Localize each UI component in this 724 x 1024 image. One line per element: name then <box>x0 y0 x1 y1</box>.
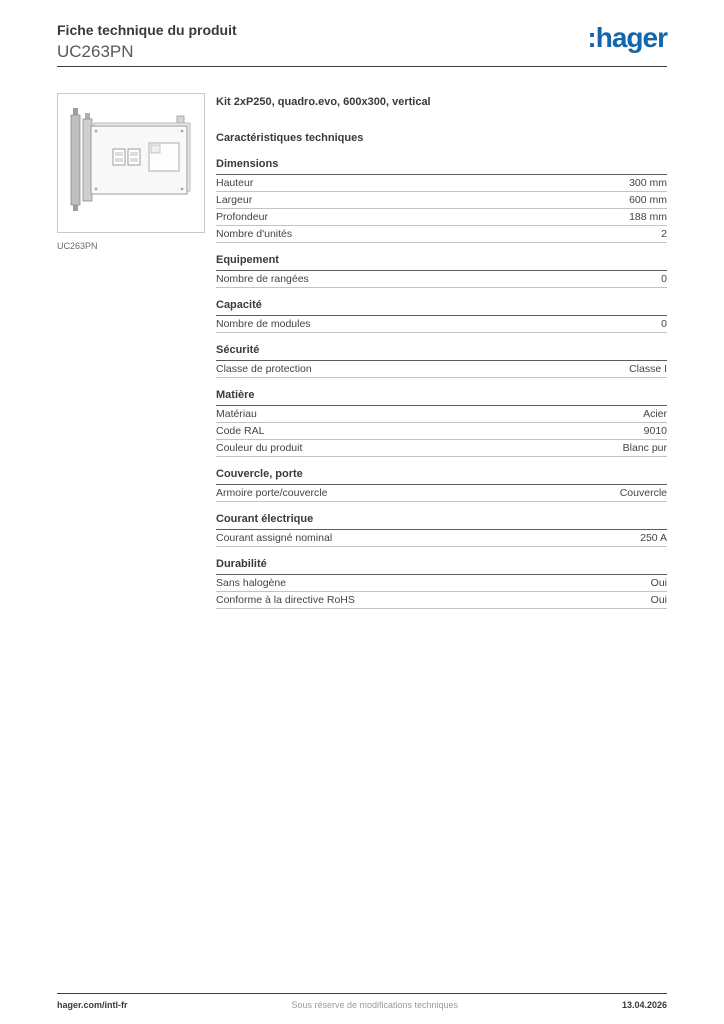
spec-label: Code RAL <box>216 425 265 437</box>
spec-section-title: Capacité <box>216 297 667 316</box>
spec-row <box>216 271 667 288</box>
spec-value: Classe I <box>629 363 667 375</box>
spec-label: Nombre de modules <box>216 318 311 330</box>
spec-value: 250 A <box>640 532 667 544</box>
page-header <box>57 20 667 67</box>
spec-value: Oui <box>650 577 667 589</box>
product-image-column <box>57 93 205 251</box>
spec-row <box>216 226 667 243</box>
spec-label: Hauteur <box>216 177 254 189</box>
spec-sections <box>216 156 667 609</box>
spec-value: Blanc pur <box>622 442 667 454</box>
spec-value: 9010 <box>643 425 667 437</box>
spec-section <box>216 556 667 609</box>
spec-label: Courant assigné nominal <box>216 532 333 544</box>
spec-row <box>216 406 667 423</box>
spec-row <box>216 361 667 378</box>
spec-row <box>216 423 667 440</box>
page-footer <box>57 993 667 1010</box>
content-area <box>57 93 667 618</box>
spec-section <box>216 511 667 547</box>
product-image <box>57 93 205 233</box>
spec-section-title: Equipement <box>216 252 667 271</box>
spec-label: Classe de protection <box>216 363 312 375</box>
spec-label: Couleur du produit <box>216 442 303 454</box>
header-text-block <box>57 20 667 62</box>
product-image-caption: UC263PN <box>57 241 98 251</box>
spec-value: 0 <box>661 273 667 285</box>
hager-logo: :hager <box>587 22 667 53</box>
spec-value: 2 <box>661 228 667 240</box>
spec-section-title: Couvercle, porte <box>216 466 667 485</box>
spec-label: Nombre de rangées <box>216 273 309 285</box>
spec-label: Largeur <box>216 194 253 206</box>
spec-value: 300 mm <box>629 177 667 189</box>
spec-value: Oui <box>650 594 667 606</box>
spec-label: Armoire porte/couvercle <box>216 487 328 499</box>
spec-column <box>216 93 667 609</box>
footer-link[interactable]: hager.com/intl-fr <box>57 1000 128 1010</box>
spec-value: 188 mm <box>629 211 667 223</box>
spec-section-title: Sécurité <box>216 342 667 361</box>
spec-section <box>216 252 667 288</box>
spec-label: Matériau <box>216 408 257 420</box>
spec-section <box>216 342 667 378</box>
product-technical-drawing-icon <box>61 99 201 227</box>
spec-value: Acier <box>643 408 667 420</box>
characteristics-heading: Caractéristiques techniques <box>216 132 364 144</box>
document-title: Fiche technique du produit <box>57 22 237 38</box>
spec-value: 0 <box>661 318 667 330</box>
spec-row <box>216 485 667 502</box>
spec-row <box>216 192 667 209</box>
spec-section-title: Courant électrique <box>216 511 667 530</box>
spec-label: Sans halogène <box>216 577 287 589</box>
spec-value: 600 mm <box>629 194 667 206</box>
spec-row <box>216 530 667 547</box>
product-code: UC263PN <box>57 42 134 61</box>
spec-row <box>216 592 667 609</box>
spec-section <box>216 466 667 502</box>
spec-section-title: Dimensions <box>216 156 667 175</box>
spec-label: Conforme à la directive RoHS <box>216 594 355 606</box>
spec-row <box>216 316 667 333</box>
product-name: Kit 2xP250, quadro.evo, 600x300, vertical <box>216 96 431 108</box>
spec-value: Couvercle <box>619 487 667 499</box>
footer-date: 13.04.2026 <box>621 1000 667 1010</box>
spec-section <box>216 387 667 457</box>
spec-row <box>216 209 667 226</box>
footer-note: Sous réserve de modifications techniques <box>291 1000 459 1010</box>
spec-row <box>216 175 667 192</box>
spec-section <box>216 297 667 333</box>
spec-row <box>216 440 667 457</box>
spec-section-title: Matière <box>216 387 667 406</box>
spec-section <box>216 156 667 243</box>
spec-label: Nombre d'unités <box>216 228 293 240</box>
spec-section-title: Durabilité <box>216 556 667 575</box>
spec-row <box>216 575 667 592</box>
spec-label: Profondeur <box>216 211 268 223</box>
